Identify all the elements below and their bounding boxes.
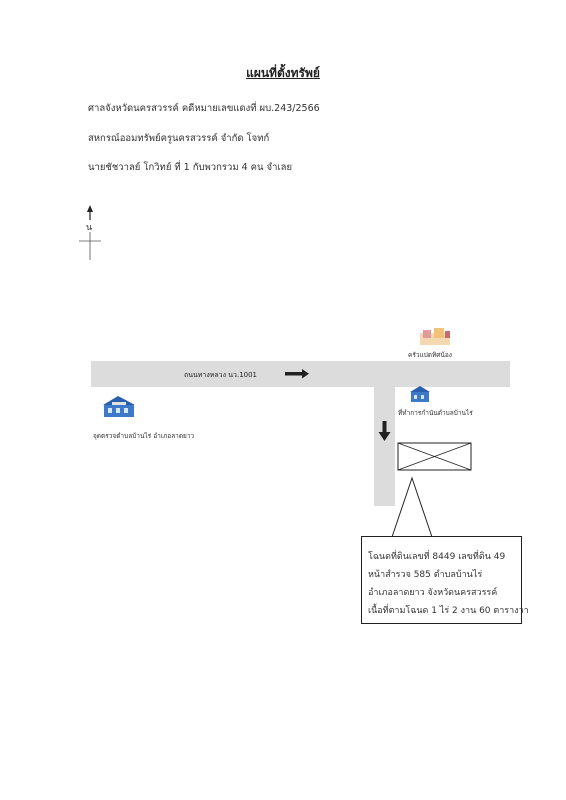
defendant-line: นายชัชวาลย์ โกวิทย์ ที่ 1 กับพวกรวม 4 คน จำเลย <box>88 162 293 173</box>
deed-line: หน้าสำรวจ 585 ตำบลบ้านไร่ <box>368 570 483 580</box>
page-title: แผนที่ตั้งทรัพย์ <box>246 66 320 80</box>
road-label: ถนนทางหลวง นว.1001 <box>184 371 258 379</box>
north-label: น <box>86 223 93 233</box>
property-plot <box>398 443 471 470</box>
restaurant-icon <box>420 328 450 345</box>
deed-callout <box>361 536 529 624</box>
court-case-line: ศาลจังหวัดนครสวรรค์ คดีหมายเลขแดงที่ ผบ.243/2566 <box>88 103 320 114</box>
office-label: ที่ทำการกำนันตำบลบ้านไร่ <box>398 409 473 417</box>
side-road-arrow-icon <box>379 421 391 441</box>
road-direction-arrow-icon <box>285 369 309 379</box>
checkpoint-label: จุดตรวจตำบลบ้านไร่ อำเภอลาดยาว <box>93 432 195 440</box>
deed-line: อำเภอลาดยาว จังหวัดนครสวรรค์ <box>368 588 498 598</box>
office-building-icon <box>410 386 430 402</box>
plaintiff-line: สหกรณ์ออมทรัพย์ครูนครสวรรค์ จำกัด โจทก์ <box>88 133 270 144</box>
deed-line: โฉนดที่ดินเลขที่ 8449 เลขที่ดิน 49 <box>368 552 506 562</box>
restaurant-label: ครัวแปดทิศน้อง <box>408 351 452 359</box>
callout-pointer <box>392 478 432 537</box>
deed-line: เนื้อที่ตามโฉนด 1 ไร่ 2 งาน 60 ตารางวา <box>368 606 529 616</box>
checkpoint-building-icon <box>103 396 135 417</box>
